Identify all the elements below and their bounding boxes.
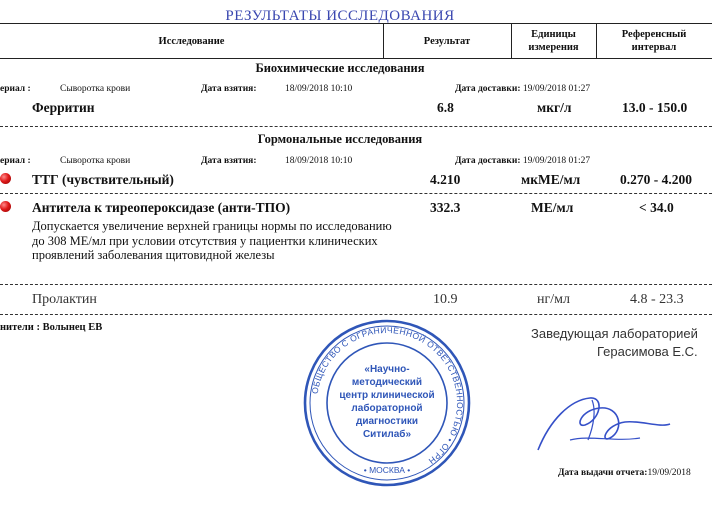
ref-tsh: 0.270 - 4.200 (620, 172, 692, 187)
units-prolactin: нг/мл (537, 292, 570, 307)
ref-prolactin: 4.8 - 23.3 (630, 292, 684, 307)
table-header (0, 23, 712, 59)
abnormal-flag-icon (0, 201, 11, 212)
row-divider (0, 314, 712, 315)
stamp-line: диагностики (356, 416, 418, 427)
header-units-line1: Единицы (531, 29, 576, 40)
meta-biomaterial: Сыворотка крови (60, 156, 131, 166)
header-ref-line1: Референсный (621, 29, 687, 40)
issue-date: Дата выдачи отчета:19/09/2018 (558, 468, 691, 478)
header-units-line2: измерения (528, 42, 579, 53)
section-title-biochem: Биохимические исследования (255, 61, 425, 75)
meta-label: ериал : (0, 156, 31, 166)
result-anti-tpo: 332.3 (430, 200, 461, 215)
result-tsh: 4.210 (430, 172, 461, 187)
meta-taken-value: 18/09/2018 10:10 (285, 156, 353, 166)
signer-role: Заведующая лабораторией (531, 326, 698, 341)
test-name-ferritin: Ферритин (32, 100, 95, 115)
meta-taken-label: Дата взятия: (201, 84, 257, 94)
header-result: Результат (423, 35, 471, 47)
header-ref-line2: интервал (631, 42, 677, 53)
abnormal-flag-icon (0, 173, 11, 184)
header-test: Исследование (158, 35, 225, 47)
ref-anti-tpo: < 34.0 (639, 200, 674, 215)
result-comment: Допускается увеличение верхней границы нормы по исследованию до 308 МЕ/мл при условии отсутствия у пациентки клинических проявлений заболевания щитовидной железы (32, 219, 392, 262)
row-divider (0, 284, 712, 285)
handwritten-signature (530, 380, 680, 460)
units-anti-tpo: МЕ/мл (531, 200, 574, 215)
stamp-line: центр клинической (339, 390, 435, 401)
header-units (511, 24, 596, 58)
meta-taken-label: Дата взятия: (201, 156, 257, 166)
ref-ferritin: 13.0 - 150.0 (622, 100, 688, 115)
row-divider (0, 193, 712, 194)
units-ferritin: мкг/л (537, 100, 572, 115)
row-divider (0, 126, 712, 127)
stamp-line: лабораторной (351, 403, 423, 414)
section-title-hormone: Гормональные исследования (257, 132, 423, 146)
header-ref (596, 24, 712, 58)
meta-taken-value: 18/09/2018 10:10 (285, 84, 353, 94)
stamp-outer-text: ОБЩЕСТВО С ОГРАНИЧЕННОЙ ОТВЕТСТВЕННОСТЬЮ • ОГРН (309, 324, 466, 467)
units-tsh: мкМЕ/мл (521, 172, 581, 187)
stamp-line: «Научно- (364, 364, 410, 375)
meta-biomaterial: Сыворотка крови (60, 84, 131, 94)
result-prolactin: 10.9 (433, 292, 458, 307)
test-name-anti-tpo: Антитела к тиреопероксидазе (анти-ТПО) (32, 200, 291, 215)
stamp-city: • МОСКВА • (363, 465, 411, 475)
test-name-tsh: ТТГ (чувствительный) (32, 172, 174, 187)
organization-stamp (302, 318, 472, 488)
stamp-line: методический (351, 377, 423, 388)
test-name-prolactin: Пролактин (32, 292, 97, 307)
meta-label: ериал : (0, 84, 31, 94)
performer: нители : Волынец ЕВ (0, 322, 103, 333)
stamp-line: Ситилаб» (362, 429, 412, 440)
report-title: РЕЗУЛЬТАТЫ ИССЛЕДОВАНИЯ (225, 8, 455, 24)
result-ferritin: 6.8 (437, 100, 454, 115)
meta-delivery: Дата доставки: 19/09/2018 01:27 (455, 156, 591, 166)
meta-delivery: Дата доставки: 19/09/2018 01:27 (455, 84, 591, 94)
signer-name: Герасимова Е.С. (597, 344, 698, 359)
